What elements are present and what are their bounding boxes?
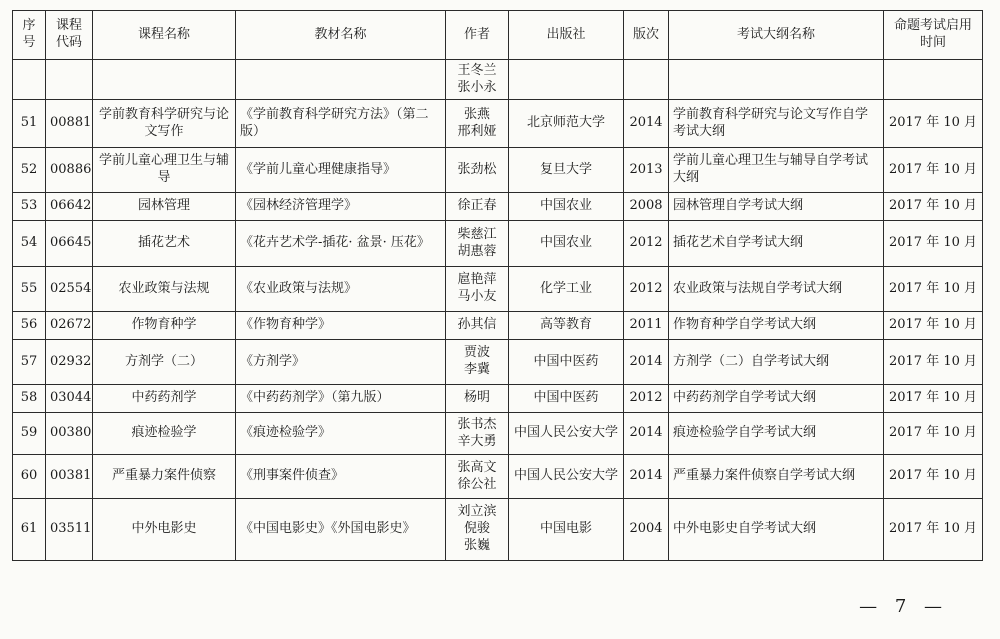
col-header-code: 课程代码 <box>46 11 93 60</box>
row-syllabus: 方剂学（二）自学考试大纲 <box>669 340 884 385</box>
row-authors <box>446 221 509 267</box>
row-publisher: 中国农业 <box>509 193 624 221</box>
row-authors <box>446 385 509 413</box>
author-line: 扈艳萍 <box>457 272 497 288</box>
row-publisher: 北京师范大学 <box>509 100 624 148</box>
row-start: 2017 年 10 月 <box>884 312 983 340</box>
author-line: 徐正春 <box>457 198 497 214</box>
row-publisher: 中国人民公安大学 <box>509 413 624 455</box>
author-line: 辛大勇 <box>457 433 497 449</box>
author-line: 马小友 <box>457 289 497 304</box>
row-authors <box>446 312 509 340</box>
row-edition: 2014 <box>624 413 669 455</box>
col-header-start: 命题考试启用时间 <box>884 11 983 60</box>
row-start: 2017 年 10 月 <box>884 455 983 499</box>
row-textbook: 《作物育种学》 <box>236 312 446 340</box>
row-syllabus: 园林管理自学考试大纲 <box>669 193 884 221</box>
row-syllabus: 中外电影史自学考试大纲 <box>669 499 884 561</box>
row-course: 中药药剂学 <box>93 385 236 413</box>
row-publisher: 中国人民公安大学 <box>509 455 624 499</box>
row-authors <box>446 193 509 221</box>
author-line: 倪骏 <box>463 521 490 537</box>
row-start: 2017 年 10 月 <box>884 499 983 561</box>
row-authors <box>446 340 509 385</box>
author-line: 杨明 <box>463 390 490 406</box>
author-line: 孙其信 <box>457 317 497 333</box>
row-syllabus: 痕迹检验学自学考试大纲 <box>669 413 884 455</box>
row-course: 作物育种学 <box>93 312 236 340</box>
row-course: 学前教育科学研究与论文写作 <box>93 100 236 148</box>
row-textbook: 《痕迹检验学》 <box>236 413 446 455</box>
row-code: 02932 <box>46 340 93 385</box>
row-no: 53 <box>13 193 46 221</box>
row-edition: 2008 <box>624 193 669 221</box>
row-no: 51 <box>13 100 46 148</box>
row-start: 2017 年 10 月 <box>884 267 983 312</box>
table-row <box>13 267 983 312</box>
row-authors <box>446 267 509 312</box>
row-publisher: 化学工业 <box>509 267 624 312</box>
row-textbook: 《农业政策与法规》 <box>236 267 446 312</box>
table-row <box>13 148 983 193</box>
row-syllabus: 作物育种学自学考试大纲 <box>669 312 884 340</box>
row-course: 严重暴力案件侦察 <box>93 455 236 499</box>
row-code: 02554 <box>46 267 93 312</box>
author-line: 王冬兰 <box>457 62 497 78</box>
row-code: 00886 <box>46 148 93 193</box>
table-row <box>13 385 983 413</box>
continuation-authors <box>446 60 509 100</box>
row-textbook: 《学前儿童心理健康指导》 <box>236 148 446 193</box>
row-publisher: 复旦大学 <box>509 148 624 193</box>
author-line: 刘立滨 <box>457 504 497 520</box>
author-line: 张书杰 <box>457 416 497 432</box>
row-edition: 2012 <box>624 221 669 267</box>
row-course: 痕迹检验学 <box>93 413 236 455</box>
row-textbook: 《园林经济管理学》 <box>236 193 446 221</box>
author-line: 张燕 <box>463 106 490 122</box>
table-row <box>13 100 983 148</box>
page-number: — 7 — <box>859 596 948 617</box>
col-header-syllabus: 考试大纲名称 <box>669 11 884 60</box>
row-authors <box>446 100 509 148</box>
row-publisher: 中国中医药 <box>509 385 624 413</box>
author-line: 贾波 <box>463 345 490 361</box>
row-syllabus: 严重暴力案件侦察自学考试大纲 <box>669 455 884 499</box>
row-no: 61 <box>13 499 46 561</box>
row-edition: 2014 <box>624 455 669 499</box>
row-no: 54 <box>13 221 46 267</box>
row-code: 02672 <box>46 312 93 340</box>
row-syllabus: 学前教育科学研究与论文写作自学考试大纲 <box>669 100 884 148</box>
row-textbook: 《花卉艺术学-插花· 盆景· 压花》 <box>236 221 446 267</box>
row-authors <box>446 148 509 193</box>
row-code: 00881 <box>46 100 93 148</box>
row-authors <box>446 413 509 455</box>
table-row <box>13 340 983 385</box>
row-textbook: 《学前教育科学研究方法》（第二版） <box>236 100 446 148</box>
col-header-textbook: 教材名称 <box>236 11 446 60</box>
row-no: 58 <box>13 385 46 413</box>
row-course: 农业政策与法规 <box>93 267 236 312</box>
col-header-author: 作者 <box>446 11 509 60</box>
row-start: 2017 年 10 月 <box>884 340 983 385</box>
row-course: 园林管理 <box>93 193 236 221</box>
author-line: 张小永 <box>457 79 497 95</box>
row-textbook: 《中药药剂学》（第九版） <box>236 385 446 413</box>
row-authors <box>446 455 509 499</box>
row-code: 00380 <box>46 413 93 455</box>
row-edition: 2004 <box>624 499 669 561</box>
row-publisher: 中国中医药 <box>509 340 624 385</box>
row-start: 2017 年 10 月 <box>884 148 983 193</box>
table-row <box>13 499 983 561</box>
row-syllabus: 农业政策与法规自学考试大纲 <box>669 267 884 312</box>
row-start: 2017 年 10 月 <box>884 385 983 413</box>
col-header-no: 序号 <box>13 11 46 60</box>
row-no: 52 <box>13 148 46 193</box>
header-row <box>13 11 983 60</box>
row-course: 中外电影史 <box>93 499 236 561</box>
table-row <box>13 455 983 499</box>
table-row <box>13 413 983 455</box>
col-header-edition: 版次 <box>624 11 669 60</box>
author-line: 张劲松 <box>457 161 497 177</box>
row-edition: 2012 <box>624 385 669 413</box>
row-code: 06645 <box>46 221 93 267</box>
author-line: 张巍 <box>463 537 490 553</box>
row-code: 03044 <box>46 385 93 413</box>
table-row <box>13 193 983 221</box>
row-no: 56 <box>13 312 46 340</box>
row-syllabus: 插花艺术自学考试大纲 <box>669 221 884 267</box>
author-line: 李冀 <box>463 362 490 377</box>
row-edition: 2013 <box>624 148 669 193</box>
row-code: 00381 <box>46 455 93 499</box>
author-line: 柴慈江 <box>457 226 497 242</box>
row-publisher: 高等教育 <box>509 312 624 340</box>
course-table <box>12 10 983 561</box>
row-start: 2017 年 10 月 <box>884 221 983 267</box>
continuation-row <box>13 60 983 100</box>
row-edition: 2011 <box>624 312 669 340</box>
row-publisher: 中国农业 <box>509 221 624 267</box>
table-row <box>13 221 983 267</box>
row-no: 57 <box>13 340 46 385</box>
row-authors <box>446 499 509 561</box>
row-start: 2017 年 10 月 <box>884 413 983 455</box>
row-edition: 2014 <box>624 100 669 148</box>
row-no: 60 <box>13 455 46 499</box>
row-textbook: 《刑事案件侦查》 <box>236 455 446 499</box>
row-course: 学前儿童心理卫生与辅导 <box>93 148 236 193</box>
author-line: 邢利娅 <box>457 123 497 139</box>
author-line: 张高文 <box>457 459 497 475</box>
table-row <box>13 312 983 340</box>
row-publisher: 中国电影 <box>509 499 624 561</box>
row-syllabus: 学前儿童心理卫生与辅导自学考试大纲 <box>669 148 884 193</box>
row-code: 06642 <box>46 193 93 221</box>
row-no: 55 <box>13 267 46 312</box>
row-edition: 2012 <box>624 267 669 312</box>
row-textbook: 《方剂学》 <box>236 340 446 385</box>
row-start: 2017 年 10 月 <box>884 193 983 221</box>
author-line: 胡惠蓉 <box>457 243 497 259</box>
col-header-course: 课程名称 <box>93 11 236 60</box>
row-no: 59 <box>13 413 46 455</box>
row-code: 03511 <box>46 499 93 561</box>
row-textbook: 《中国电影史》《外国电影史》 <box>236 499 446 561</box>
author-line: 徐公社 <box>457 476 497 492</box>
col-header-publisher: 出版社 <box>509 11 624 60</box>
row-start: 2017 年 10 月 <box>884 100 983 148</box>
row-course: 插花艺术 <box>93 221 236 267</box>
row-syllabus: 中药药剂学自学考试大纲 <box>669 385 884 413</box>
page-sheet <box>12 10 983 561</box>
row-edition: 2014 <box>624 340 669 385</box>
row-course: 方剂学（二） <box>93 340 236 385</box>
